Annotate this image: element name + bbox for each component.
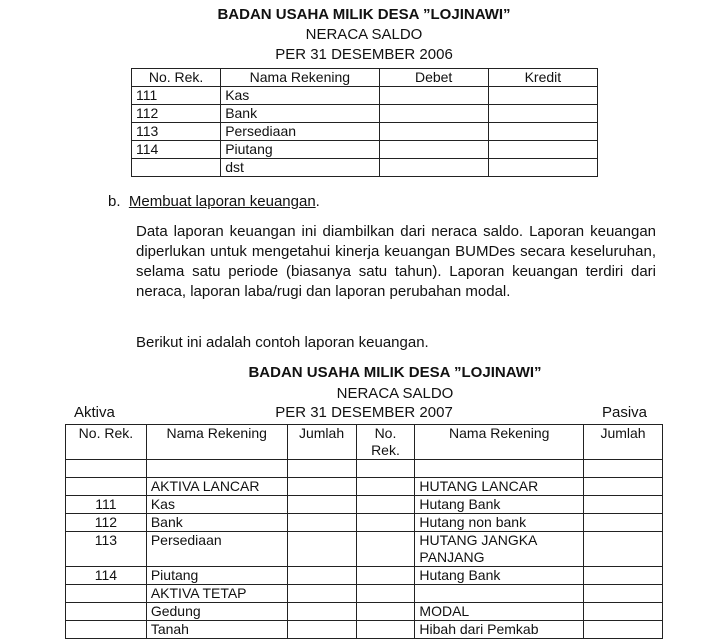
table-cell	[379, 87, 488, 105]
table-cell: 114	[132, 141, 221, 159]
table-header-row	[66, 425, 663, 460]
column-header: No. Rek.	[356, 425, 415, 460]
table-cell: 112	[66, 514, 147, 532]
table-cell: 112	[132, 105, 221, 123]
table-cell: dst	[221, 159, 379, 177]
table-cell	[356, 532, 415, 567]
table-row	[132, 159, 598, 177]
table-cell: Kas	[146, 496, 287, 514]
table-cell	[584, 460, 663, 478]
table-cell	[287, 460, 356, 478]
table-row	[66, 567, 663, 585]
table-cell: 113	[132, 123, 221, 141]
trial-balance-table-2006	[131, 68, 598, 177]
pasiva-label: Pasiva	[602, 404, 648, 421]
table-cell	[488, 141, 597, 159]
table-cell	[584, 567, 663, 585]
table-cell: MODAL	[415, 603, 584, 621]
table-cell	[66, 585, 147, 603]
table-cell: Piutang	[146, 567, 287, 585]
table-cell	[356, 514, 415, 532]
table-cell	[488, 159, 597, 177]
column-header: Debet	[379, 69, 488, 87]
column-header: No. Rek.	[66, 425, 147, 460]
table-cell	[488, 123, 597, 141]
table-cell	[584, 585, 663, 603]
table-cell	[287, 585, 356, 603]
column-header: Nama Rekening	[221, 69, 379, 87]
column-header: Nama Rekening	[146, 425, 287, 460]
table-cell	[146, 460, 287, 478]
table-header-row	[132, 69, 598, 87]
paragraph-example-intro: Berikut ini adalah contoh laporan keuangan.	[136, 334, 429, 351]
table-cell: Hutang Bank	[415, 496, 584, 514]
table-cell: 113	[66, 532, 147, 567]
table-cell	[287, 514, 356, 532]
table-cell	[356, 603, 415, 621]
table-cell	[287, 532, 356, 567]
column-header: No. Rek.	[132, 69, 221, 87]
table-row	[132, 141, 598, 159]
table-cell: Persediaan	[146, 532, 287, 567]
column-header: Nama Rekening	[415, 425, 584, 460]
table-cell	[415, 460, 584, 478]
table-cell	[584, 478, 663, 496]
table-row	[66, 514, 663, 532]
report-title-2006: BADAN USAHA MILIK DESA ”LOJINAWI”	[217, 6, 511, 23]
table-cell	[379, 141, 488, 159]
table-cell	[379, 159, 488, 177]
aktiva-label: Aktiva	[74, 404, 115, 421]
section-b-heading	[108, 193, 320, 210]
table-cell: AKTIVA TETAP	[146, 585, 287, 603]
table-cell	[66, 478, 147, 496]
table-cell: Tanah	[146, 621, 287, 639]
table-row	[132, 123, 598, 141]
table-cell	[287, 478, 356, 496]
table-cell	[379, 105, 488, 123]
table-cell	[356, 585, 415, 603]
table-cell	[356, 496, 415, 514]
section-b-marker: b.	[108, 193, 121, 210]
table-row	[66, 603, 663, 621]
table-cell: Piutang	[221, 141, 379, 159]
balance-sheet-table-2007	[65, 424, 663, 639]
table-cell	[287, 567, 356, 585]
table-cell	[287, 603, 356, 621]
table-cell: HUTANG LANCAR	[415, 478, 584, 496]
table-cell	[415, 585, 584, 603]
table-cell	[584, 532, 663, 567]
table-cell: AKTIVA LANCAR	[146, 478, 287, 496]
table-cell: Persediaan	[221, 123, 379, 141]
table-cell: Gedung	[146, 603, 287, 621]
table-row	[132, 105, 598, 123]
paragraph-financial-report: Data laporan keuangan ini diambilkan dari neraca saldo. Laporan keuangan diperlukan untuk mengetahui kinerja keuangan BUMDes secara keseluruhan, selama satu periode (biasanya satu tahun). Laporan keuangan terdiri dari neraca, laporan laba/rugi dan laporan perubahan modal.	[136, 223, 656, 300]
table-cell	[584, 496, 663, 514]
table-cell: Bank	[221, 105, 379, 123]
report-period-2007: PER 31 DESEMBER 2007	[275, 404, 453, 421]
report-subtitle-2006: NERACA SALDO	[305, 26, 423, 43]
table-cell	[488, 105, 597, 123]
table-cell: Hutang non bank	[415, 514, 584, 532]
table-cell: Hibah dari Pemkab	[415, 621, 584, 639]
table-cell	[356, 460, 415, 478]
table-cell: 111	[132, 87, 221, 105]
table-row	[66, 585, 663, 603]
report-period-2006: PER 31 DESEMBER 2006	[275, 46, 453, 63]
table-row	[66, 478, 663, 496]
table-row	[66, 460, 663, 478]
table-cell: HUTANG JANGKA PANJANG	[415, 532, 584, 567]
table-cell	[66, 460, 147, 478]
column-header: Jumlah	[584, 425, 663, 460]
table-cell	[379, 123, 488, 141]
table-cell	[488, 87, 597, 105]
table-cell	[356, 567, 415, 585]
section-b-punct: .	[315, 193, 320, 210]
table-cell: Bank	[146, 514, 287, 532]
table-cell	[584, 514, 663, 532]
column-header: Jumlah	[287, 425, 356, 460]
table-row	[66, 532, 663, 567]
section-b-title: Membuat laporan keuangan	[128, 193, 316, 210]
table-row	[132, 87, 598, 105]
column-header: Kredit	[488, 69, 597, 87]
table-cell	[584, 603, 663, 621]
report-subtitle-2007: NERACA SALDO	[336, 385, 454, 402]
table-cell	[287, 496, 356, 514]
table-row	[66, 496, 663, 514]
table-cell: Hutang Bank	[415, 567, 584, 585]
table-cell: 114	[66, 567, 147, 585]
report-title-2007: BADAN USAHA MILIK DESA ”LOJINAWI”	[248, 364, 542, 381]
table-cell	[356, 478, 415, 496]
table-cell: Kas	[221, 87, 379, 105]
table-cell	[132, 159, 221, 177]
table-cell	[66, 603, 147, 621]
table-cell: 111	[66, 496, 147, 514]
